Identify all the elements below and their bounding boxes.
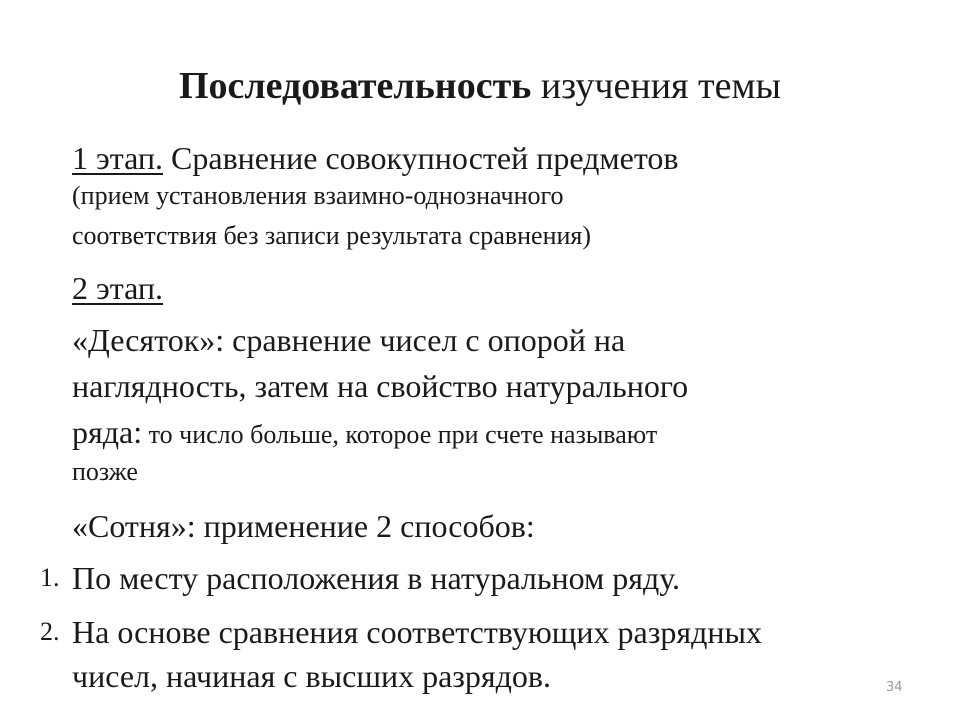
stage2-label: 2 этап.: [72, 270, 164, 306]
slide-title-rest: изучения темы: [531, 65, 782, 107]
page-number: 34: [886, 680, 903, 695]
desyatok-line3: [72, 412, 657, 453]
stage1-text: Сравнение совокупностей предметов: [163, 140, 679, 176]
method1-line1: По месту расположения в натуральном ряду.: [72, 560, 681, 596]
desyatok-line3-small: то число больше, которое при счете называют: [142, 420, 658, 449]
slide-title-bold: Последовательность: [178, 65, 532, 107]
desyatok-line3-big: ряда:: [72, 414, 143, 450]
stage2-line: [72, 268, 163, 308]
method2-number: 2.: [40, 617, 60, 646]
stage1-label: 1 этап.: [72, 140, 164, 176]
stage1-line: [72, 138, 679, 178]
sotnya-line: «Сотня»: применение 2 способов:: [72, 508, 535, 544]
slide-title: [0, 62, 960, 110]
method1-number: 1.: [40, 563, 60, 592]
method2-line1: На основе сравнения соответствующих разрядных: [72, 614, 762, 650]
stage1-note-line1: (прием установления взаимно-однозначного: [72, 181, 564, 210]
desyatok-line1: «Десяток»: сравнение чисел с опорой на: [72, 322, 626, 358]
stage1-note-line2: соответствия без записи результата сравнения): [72, 221, 592, 250]
desyatok-line2: наглядность, затем на свойство натурального: [72, 368, 689, 404]
desyatok-line4: позже: [72, 457, 138, 486]
method2-line2: чисел, начиная с высших разрядов.: [72, 658, 552, 694]
